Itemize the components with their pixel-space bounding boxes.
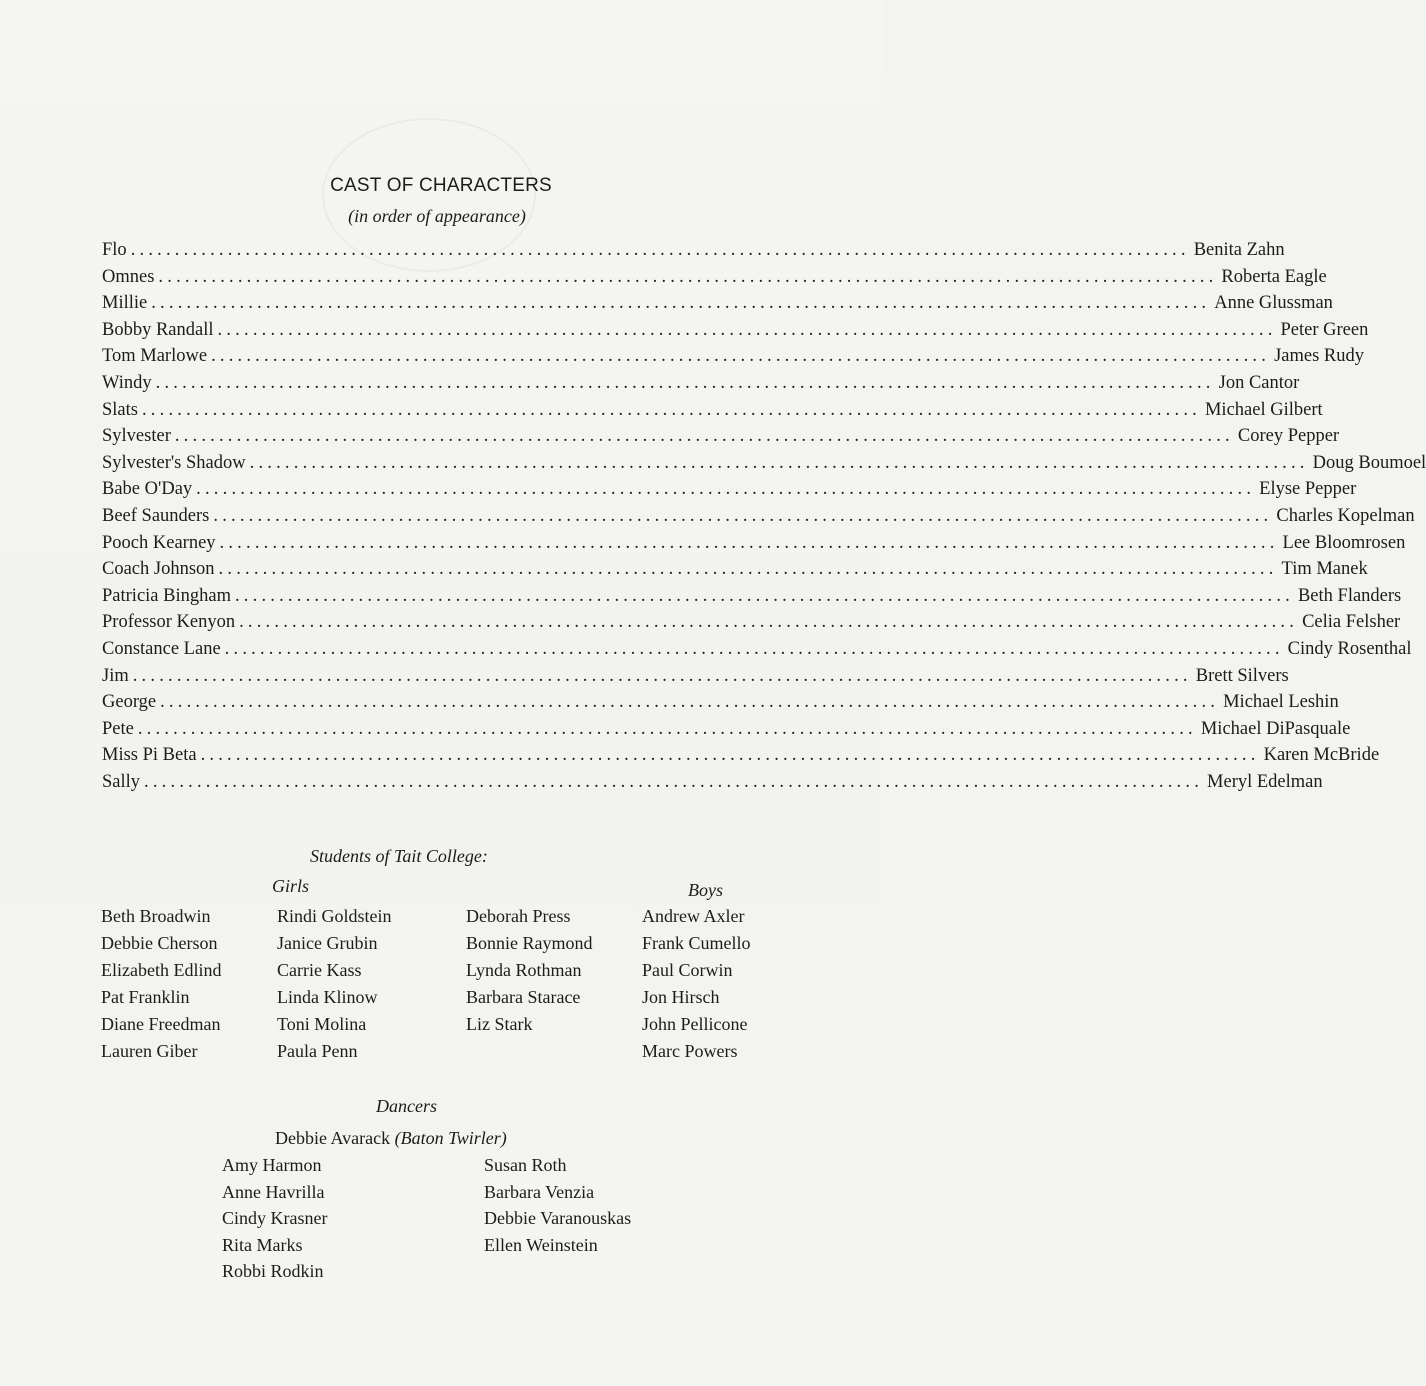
character-name: Tom Marlowe (102, 346, 208, 367)
girls-heading: Girls (272, 876, 310, 896)
actor-name: Karen McBride (1263, 745, 1380, 766)
cast-row (102, 532, 1406, 560)
cast-row (102, 426, 1340, 453)
dancer-name: Susan Roth (484, 1155, 567, 1175)
character-name: Windy (102, 372, 152, 393)
cast-row (102, 745, 1380, 772)
dot-leader: ........................................................................................................................ (196, 479, 1256, 500)
dot-leader: ........................................................................................................................ (218, 559, 1278, 580)
dot-leader: ........................................................................................................................ (132, 665, 1192, 686)
dot-leader: ........................................................................................................................ (141, 399, 1201, 420)
dancer-name: Barbara Venzia (484, 1181, 595, 1202)
student-name: Toni Molina (277, 1014, 367, 1034)
dot-leader: ........................................................................................................................ (239, 612, 1299, 633)
cast-row (102, 399, 1323, 427)
actor-name: Anne Glussman (1214, 293, 1333, 314)
cast-row (102, 585, 1402, 613)
cast-row (102, 505, 1415, 533)
actor-name: Corey Pepper (1237, 426, 1340, 447)
dancer-name: Anne Havrilla (222, 1181, 325, 1202)
dot-leader: ........................................................................................................................ (155, 372, 1215, 393)
student-name: Janice Grubin (277, 933, 378, 953)
dancer-name: Debbie Varanouskas (484, 1208, 632, 1229)
dancer-name: Cindy Krasner (222, 1208, 328, 1229)
character-name: Sally (102, 771, 141, 792)
cast-row (102, 479, 1357, 506)
character-name: Omnes (102, 266, 155, 287)
boys-heading: Boys (688, 880, 723, 900)
dot-leader: ........................................................................................................................ (217, 319, 1277, 340)
cast-row (102, 612, 1401, 639)
character-name: Sylvester's Shadow (102, 452, 246, 473)
student-name: Carrie Kass (277, 960, 362, 980)
character-name: Jim (102, 665, 129, 686)
actor-name: Michael Gilbert (1204, 399, 1323, 420)
dot-leader: ........................................................................................................................ (234, 585, 1294, 606)
dancer-name: Rita Marks (222, 1234, 303, 1255)
character-name: Coach Johnson (102, 559, 215, 580)
student-name: Liz Stark (466, 1014, 533, 1034)
character-name: Beef Saunders (102, 505, 210, 526)
actor-name: Doug Boumoel (1312, 452, 1426, 473)
actor-name: Celia Felsher (1302, 612, 1401, 633)
dot-leader: ........................................................................................................................ (219, 532, 1279, 553)
cast-row (102, 266, 1327, 294)
actor-name: Meryl Edelman (1207, 771, 1323, 792)
character-name: Professor Kenyon (102, 612, 236, 633)
page-title: CAST OF CHARACTERS (330, 175, 552, 196)
character-name: Babe O'Day (102, 479, 193, 500)
character-name: Bobby Randall (102, 319, 214, 340)
cast-row (102, 718, 1351, 746)
cast-row (102, 452, 1426, 480)
girls-column-3 (466, 906, 593, 1041)
student-name: Paula Penn (277, 1041, 358, 1061)
student-name: Jon Hirsch (642, 987, 720, 1007)
character-name: Constance Lane (102, 638, 221, 659)
student-name: Barbara Starace (466, 987, 581, 1007)
actor-name: Elyse Pepper (1259, 479, 1357, 500)
baton-twirler-line (275, 1128, 507, 1149)
actor-name: Peter Green (1280, 319, 1369, 340)
dot-leader: ........................................................................................................................ (224, 638, 1284, 659)
baton-twirler-note: (Baton Twirler) (394, 1128, 507, 1148)
student-name: John Pellicone (642, 1014, 748, 1034)
character-name: Pete (102, 718, 134, 739)
student-name: Frank Cumello (642, 933, 751, 953)
cast-row (102, 346, 1364, 373)
dot-leader: ........................................................................................................................ (130, 240, 1190, 260)
student-name: Pat Franklin (101, 987, 190, 1007)
cast-row (102, 638, 1412, 666)
student-name: Andrew Axler (642, 906, 745, 926)
student-name: Deborah Press (466, 906, 571, 926)
student-name: Debbie Cherson (101, 933, 218, 953)
actor-name: Cindy Rosenthal (1287, 638, 1412, 659)
dot-leader: ........................................................................................................................ (200, 745, 1260, 766)
actor-name: Jon Cantor (1218, 372, 1300, 393)
dot-leader: ........................................................................................................................ (144, 771, 1204, 792)
actor-name: Benita Zahn (1193, 240, 1285, 260)
actor-name: Lee Bloomrosen (1282, 532, 1406, 553)
actor-name: Michael Leshin (1223, 692, 1339, 713)
cast-row (102, 559, 1368, 586)
dot-leader: ........................................................................................................................ (249, 452, 1309, 473)
character-name: Pooch Kearney (102, 532, 216, 553)
character-name: Miss Pi Beta (102, 745, 197, 766)
character-name: George (102, 692, 157, 713)
cast-row (102, 771, 1323, 799)
students-heading: Students of Tait College: (310, 846, 488, 866)
actor-name: Roberta Eagle (1221, 266, 1327, 287)
dot-leader: ........................................................................................................................ (174, 426, 1234, 447)
dot-leader: ........................................................................................................................ (151, 293, 1211, 314)
character-name: Slats (102, 399, 138, 420)
student-name: Elizabeth Edlind (101, 960, 222, 980)
dot-leader: ........................................................................................................................ (158, 266, 1218, 287)
actor-name: Beth Flanders (1297, 585, 1402, 606)
cast-row (102, 240, 1285, 267)
actor-name: Brett Silvers (1195, 665, 1289, 686)
character-name: Sylvester (102, 426, 171, 447)
dancers-column-2 (484, 1155, 631, 1261)
student-name: Marc Powers (642, 1041, 738, 1061)
dot-leader: ........................................................................................................................ (211, 346, 1271, 367)
dancer-name: Robbi Rodkin (222, 1261, 324, 1282)
dancer-name: Amy Harmon (222, 1155, 322, 1175)
cast-row (102, 692, 1339, 719)
page-subtitle: (in order of appearance) (348, 206, 526, 226)
boys-column (642, 906, 751, 1068)
student-name: Lauren Giber (101, 1041, 198, 1061)
cast-row (102, 372, 1300, 400)
actor-name: Michael DiPasquale (1200, 718, 1351, 739)
actor-name: Charles Kopelman (1276, 505, 1415, 526)
girls-column-2 (277, 906, 392, 1068)
student-name: Bonnie Raymond (466, 933, 593, 953)
student-name: Paul Corwin (642, 960, 733, 980)
student-name: Diane Freedman (101, 1014, 221, 1034)
actor-name: James Rudy (1274, 346, 1364, 367)
cast-row (102, 319, 1369, 347)
dancer-name: Debbie Avarack (275, 1128, 391, 1148)
character-name: Flo (102, 240, 127, 260)
character-name: Millie (102, 293, 148, 314)
dancers-column-1 (222, 1155, 327, 1288)
student-name: Beth Broadwin (101, 906, 211, 926)
girls-column-1 (101, 906, 221, 1068)
character-name: Patricia Bingham (102, 585, 231, 606)
dot-leader: ........................................................................................................................ (137, 718, 1197, 739)
student-name: Linda Klinow (277, 987, 378, 1007)
student-name: Rindi Goldstein (277, 906, 392, 926)
cast-row (102, 665, 1289, 693)
dot-leader: ........................................................................................................................ (213, 505, 1273, 526)
cast-list (102, 240, 1426, 798)
dancer-name: Ellen Weinstein (484, 1234, 598, 1255)
dot-leader: ........................................................................................................................ (160, 692, 1220, 713)
actor-name: Tim Manek (1281, 559, 1368, 580)
cast-row (102, 293, 1333, 320)
student-name: Lynda Rothman (466, 960, 582, 980)
dancers-heading: Dancers (376, 1096, 437, 1116)
